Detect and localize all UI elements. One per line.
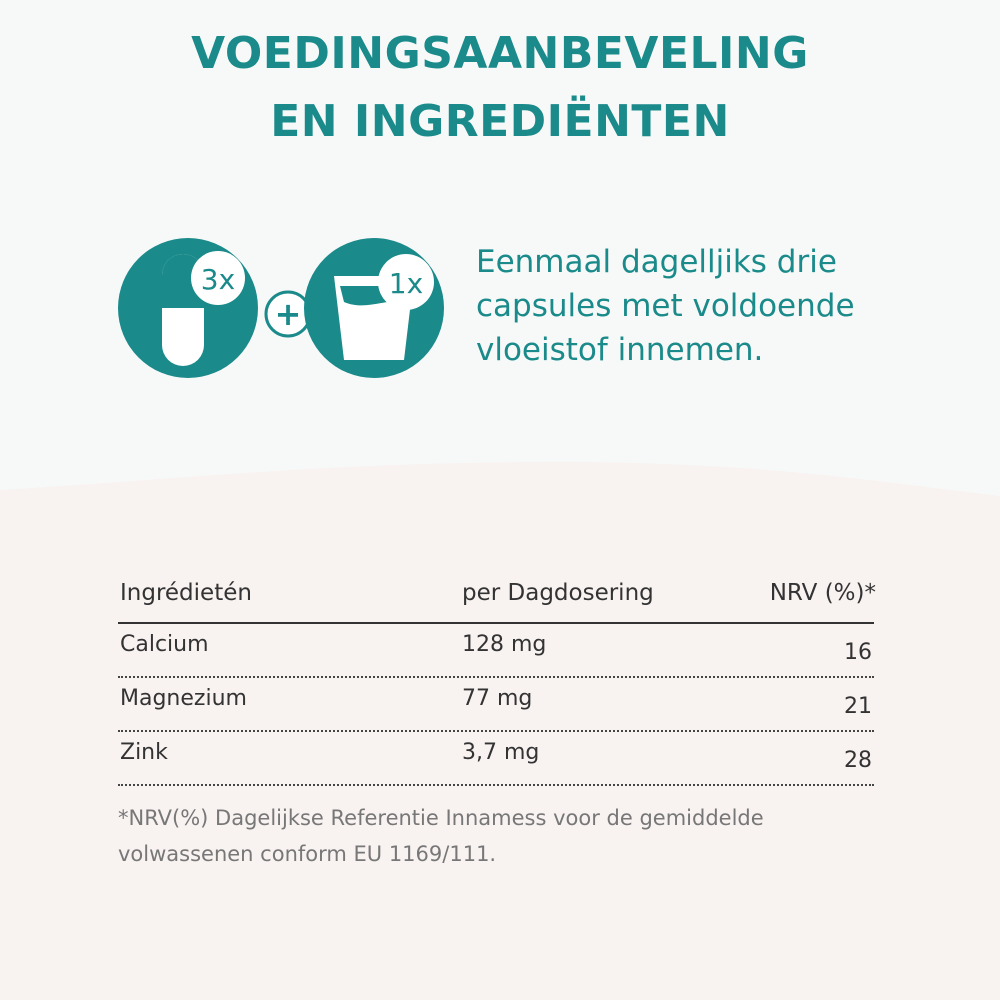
table-row	[118, 678, 874, 732]
header-daily-dose: per Dagdosering	[462, 580, 654, 606]
page-title-line1: VOEDINGSAANBEVELING	[191, 28, 809, 79]
glass-count-badge	[378, 254, 434, 310]
capsule-count-text: 3x	[200, 263, 236, 296]
ingredient-name: Zink	[120, 740, 168, 765]
table-header	[118, 574, 874, 624]
ingredient-amount: 77 mg	[462, 686, 533, 711]
glass-count-text: 1x	[388, 267, 424, 300]
ingredient-nrv: 16	[844, 640, 872, 665]
dosage-icons	[118, 226, 458, 396]
instruction-line: capsules met voldoende	[476, 288, 855, 324]
plus-text: +	[274, 295, 302, 333]
footnote-line: *NRV(%) Dagelijkse Referentie Innamess voor de gemiddelde	[118, 806, 764, 830]
instruction-line: vloeistof innemen.	[476, 332, 764, 368]
ingredient-nrv: 28	[844, 748, 872, 773]
dosage-instruction	[476, 240, 976, 372]
glass-icon	[304, 238, 444, 378]
table-row	[118, 732, 874, 786]
ingredient-amount: 128 mg	[462, 632, 547, 657]
ingredients-table	[118, 574, 874, 786]
header-nrv: NRV (%)*	[769, 580, 876, 606]
capsule-count-badge	[191, 251, 245, 305]
plus-icon	[266, 292, 310, 336]
ingredient-name: Magnezium	[120, 686, 247, 711]
ingredient-amount: 3,7 mg	[462, 740, 540, 765]
page-title-line2: EN INGREDIËNTEN	[270, 96, 730, 147]
footnote-line: volwassenen conform EU 1169/111.	[118, 842, 497, 866]
ingredient-nrv: 21	[844, 694, 872, 719]
header-ingredients: Ingrédietén	[120, 580, 252, 606]
nrv-footnote	[118, 800, 878, 872]
instruction-line: Eenmaal dagelljiks drie	[476, 244, 837, 280]
table-row	[118, 624, 874, 678]
ingredient-name: Calcium	[120, 632, 209, 657]
